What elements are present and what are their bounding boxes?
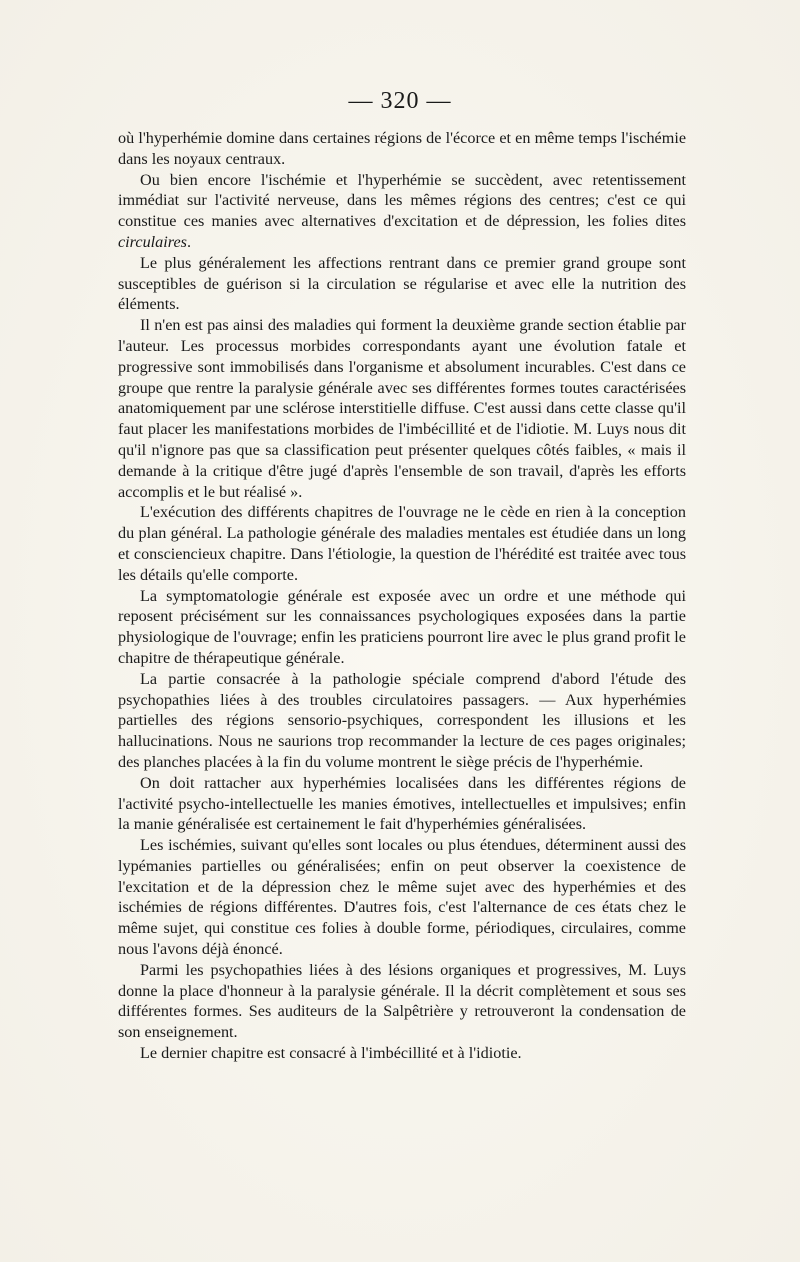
paragraph: où l'hyperhémie domine dans certaines régions de l'écorce et en même temps l'ischémie dans les noyaux centraux. <box>118 129 686 168</box>
text-run: Ou bien encore l'ischémie et l'hyperhémie se succèdent, avec retentissement immédiat sur l'activité nerveuse, dans les mêmes régions des centres; c'est ce qui constitue ces manies avec alternatives d'excitation et de dépression, les folies dites <box>118 170 686 231</box>
italic-term: circulaires <box>118 232 187 251</box>
paragraph: L'exécution des différents chapitres de l'ouvrage ne le cède en rien à la conception du plan général. La pathologie générale des maladies mentales est étudiée dans un long et consciencieux chapitre. Dans l'étiologie, la question de l'hérédité est traitée avec tous les détails qu'elle comporte. <box>118 503 686 584</box>
paragraph <box>118 170 686 253</box>
paragraph: Le dernier chapitre est consacré à l'imbécillité et à l'idiotie. <box>140 1044 522 1063</box>
paragraph: Le plus généralement les affections rentrant dans ce premier grand groupe sont susceptibles de guérison si la circulation se régularise et avec elle la nutrition des éléments. <box>118 253 686 314</box>
paragraph: La partie consacrée à la pathologie spéciale comprend d'abord l'étude des psychopathies liées à des troubles circulatoires passagers. — Aux hyperhémies partielles des régions sensorio-psychiques, correspondent les illusions et les hallucinations. Nous ne saurions trop recommander la lecture de ces pages originales; des planches placées à la fin du volume montrent le siège précis de l'hyperhémie. <box>118 669 686 771</box>
text-run: . <box>186 232 191 251</box>
body-text <box>118 128 686 1064</box>
paragraph: On doit rattacher aux hyperhémies localisées dans les différentes régions de l'activité psycho-intellectuelle les manies émotives, intellectuelles et impulsives; enfin la manie généralisée est certainement le fait d'hyperhémies généralisées. <box>118 773 686 834</box>
paragraph: Il n'en est pas ainsi des maladies qui forment la deuxième grande section établie par l'auteur. Les processus morbides correspondants ayant une évolution fatale et progressive sont immobilisés dans l'organisme et absolument incurables. C'est dans ce groupe que rentre la paralysie générale avec ses différentes formes toutes caractérisées anatomiquement par une sclérose interstitielle diffuse. C'est aussi dans cette classe qu'il faut placer les manifestations morbides de l'imbécillité et de l'idiotie. M. Luys nous dit qu'il n'ignore pas que sa classification peut présenter quelques côtés faibles, « mais il demande à la critique d'être jugé d'après l'ensemble de son travail, d'après les efforts accomplis et le but réalisé ». <box>118 316 686 501</box>
paragraph: La symptomatologie générale est exposée avec un ordre et une méthode qui reposent précisément sur les connaissances psychologiques exposées dans la partie physiologique de l'ouvrage; enfin les praticiens pourront lire avec le plus grand profit le chapitre de thérapeutique générale. <box>118 586 686 667</box>
paragraph: Parmi les psychopathies liées à des lésions organiques et progressives, M. Luys donne la place d'honneur à la paralysie générale. Il la décrit complètement et sous ses différentes formes. Ses auditeurs de la Salpêtrière y retrouveront la condensation de son enseignement. <box>118 960 686 1042</box>
paragraph: Les ischémies, suivant qu'elles sont locales ou plus étendues, déterminent aussi des lypémanies partielles ou généralisées; enfin on peut observer la coexistence de l'excitation et de la dépression chez le même sujet avec des hyperhémies et des ischémies de régions différentes. D'autres fois, c'est l'alternance de ces états chez le même sujet, qui constitue ces folies à double forme, périodiques, circulaires, comme nous l'avons déjà énoncé. <box>118 836 686 959</box>
page-number: — 320 — <box>348 88 452 114</box>
